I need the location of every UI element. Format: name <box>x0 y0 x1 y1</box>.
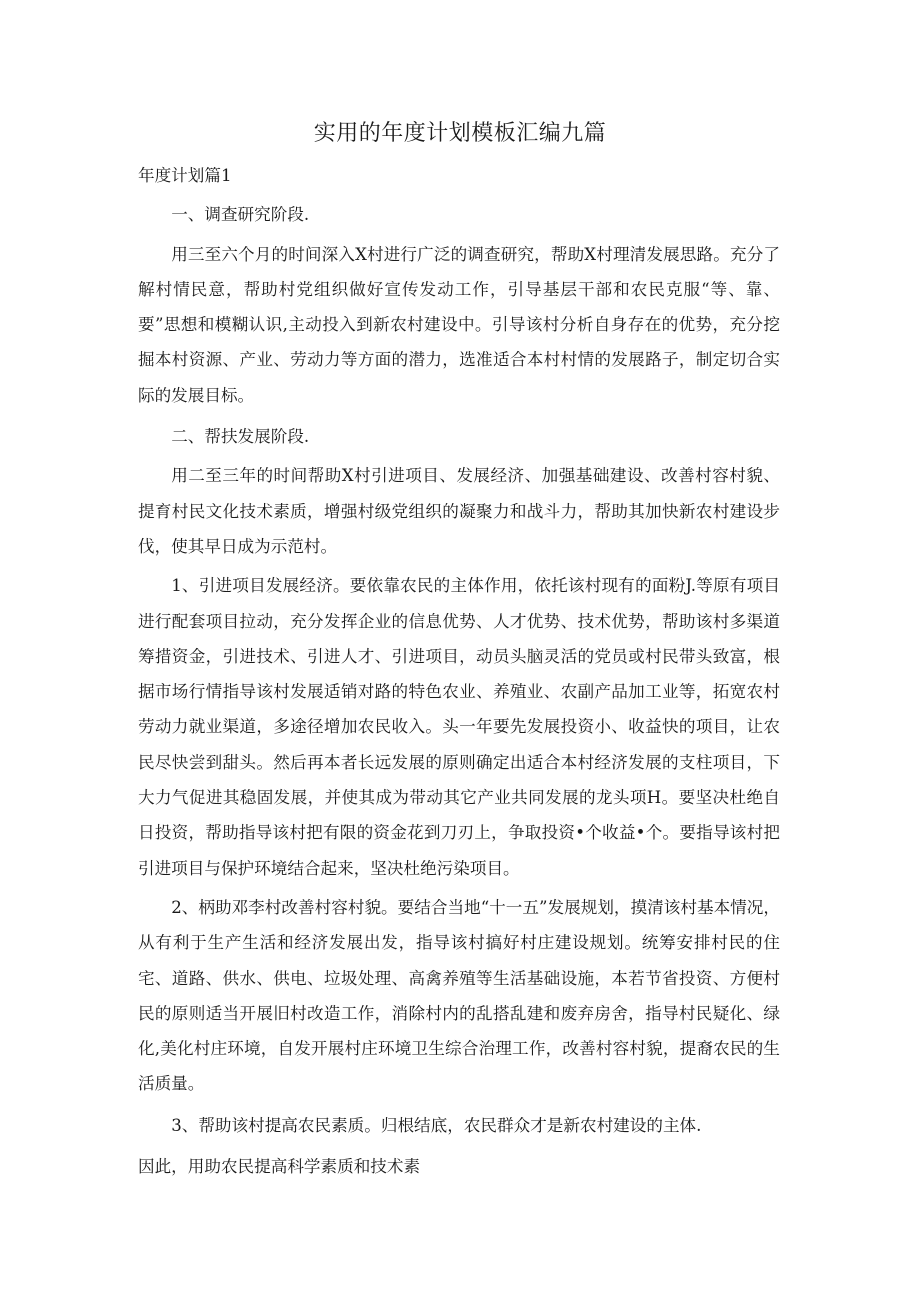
paragraph-6: 2、柄助邓李村改善村容村貌。要结合当地“十一五”发展规划，摸清该村基本情况，从有利于生产生活和经济发展出发，指导该村搞好村庄建设规划。统筹安排村民的住宅、道路、供水、供电、垃圾处理、高禽养殖等生活基础设施，本若节省投资、方便村民的原则适当开展旧村改造工作，消除村内的乱搭乱建和废弃房舍，指导村民疑化、绿化,美化村庄环境，自发开展村庄环境卫生综合治理工作，改善村容村貌，提裔农民的生活质量。 <box>138 897 780 1094</box>
paragraph-8: 因此，用助农民提高科学素质和技术素 <box>138 1157 421 1177</box>
paragraph-7: 3、帮助该村提高农民素质。归根结底，农民群众才是新农村建设的主体. <box>171 1115 702 1135</box>
section-heading: 年度计划篇1 <box>138 166 232 185</box>
paragraph-3: 二、帮扶发展阶段. <box>171 427 310 447</box>
paragraph-2: 用三至六个月的时间深入X村进行广泛的调查研究，帮助X村理清发展思路。充分了解村情民意，帮助村党组织做好宣传发动工作，引导基层干部和农民克服“等、靠、要”思想和模糊认识,主动投入到新农村建设中。引导该村分析自身存在的优势，充分挖掘本村资源、产业、劳动力等方面的潜力，选准适合本村村情的发展路子，制定切合实际的发展目标。 <box>138 244 780 405</box>
paragraph-4: 用二至三年的时间帮助X村引进项目、发展经济、加强基础建设、改善村容村貌、提育村民文化技术素质，增强村级党组织的凝聚力和战斗力，帮助其加快新农村建设步伐，使其早日成为示范村。 <box>138 466 780 556</box>
paragraph-1: 一、调查研究阶段. <box>171 205 310 225</box>
document-title: 实用的年度计划模板汇编九篇 <box>313 121 607 146</box>
paragraph-5: 1、引进项目发展经济。要依靠农民的主体作用，依托该村现有的面粉J.等原有项目进行配套项目拉动，充分发挥企业的信息优势、人才优势、技术优势，帮助该村多渠道筹措资金，引进技术、引进人才、引进项目，动员头脑灵活的党员或村民带头致富，根据市场行情指导该村发展适销对路的特色农业、养殖业、农副产品加工业等，拓宽农村劳动力就业渠道，多途径增加农民收入。头一年要先发展投资小、收益快的项目，让农民尽快尝到甜头。然后再本者长远发展的原则确定出适合本村经济发展的支柱项目，下大力气促进其稳固发展，并使其成为带动其它产业共同发展的龙头项H。要坚决杜绝自日投资，帮助指导该村把有限的资金花到刀刃上，争取投资•个收益•个。要指导该村把引进项目与保护环境结合起来，坚决杜绝污染项目。 <box>138 576 780 878</box>
document-body <box>138 158 780 1184</box>
